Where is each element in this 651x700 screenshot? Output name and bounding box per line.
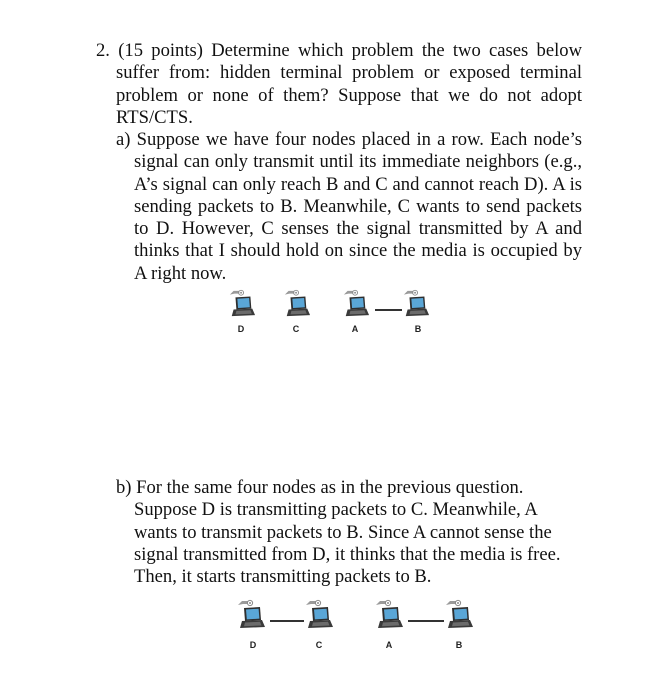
node-icon-b xyxy=(444,598,474,630)
question-header: 2. (15 points) Determine which problem the two cases below suffer from: hidden terminal problem or exposed terminal problem or none of them? Suppose that we do not adopt RTS/CTS. xyxy=(96,40,582,128)
link-a-b xyxy=(408,620,444,622)
node-label-d: D xyxy=(249,640,257,650)
node-icon-c xyxy=(283,288,311,318)
link-a-b xyxy=(375,309,402,311)
node-label-b: B xyxy=(414,324,422,334)
node-label-c: C xyxy=(292,324,300,334)
node-icon-d xyxy=(236,598,266,630)
link-d-c xyxy=(270,620,304,622)
node-label-d: D xyxy=(237,324,245,334)
node-icon-d xyxy=(228,288,256,318)
node-label-a: A xyxy=(351,324,359,334)
node-label-c: C xyxy=(315,640,323,650)
node-label-a: A xyxy=(385,640,393,650)
node-icon-b xyxy=(402,288,430,318)
node-icon-a xyxy=(374,598,404,630)
node-icon-c xyxy=(304,598,334,630)
node-icon-a xyxy=(342,288,370,318)
node-label-b: B xyxy=(455,640,463,650)
part-b-text: b) For the same four nodes as in the previous question. Suppose D is transmitting packets to C. Meanwhile, A wants to transmit packets to B. Since A cannot sense the signal transmitted from D, it thinks that the media is free. Then, it starts transmitting packets to B. xyxy=(116,477,561,588)
part-a-text: a) Suppose we have four nodes placed in a row. Each node’s signal can only transmit until its immediate neighbors (e.g., A’s signal can only reach B and C and cannot reach D). A is sending packets to B. Meanwhile, C wants to send packets to D. However, C senses the signal transmitted by A and thinks that I should hold on since the media is occupied by A right now. xyxy=(116,129,582,284)
